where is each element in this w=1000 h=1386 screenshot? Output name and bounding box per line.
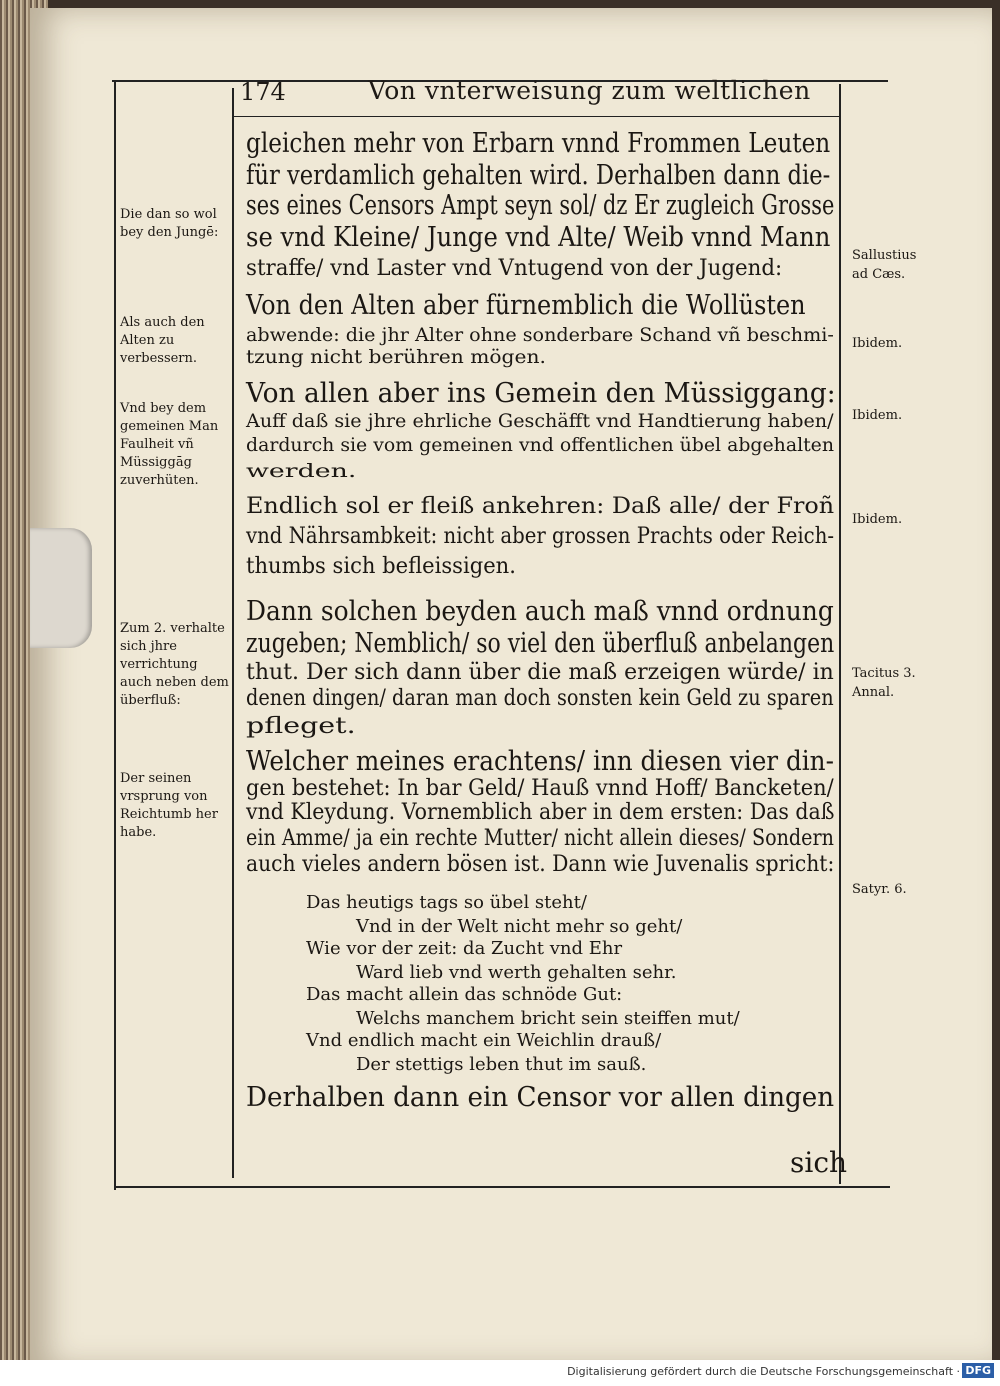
body-line: Von allen aber ins Gemein den Müssiggang: (246, 378, 836, 409)
body-line: Endlich sol er fleiß ankehren: Daß alle/ der Froñ (246, 494, 835, 519)
verse-line: Das macht allein das schnöde Gut: (306, 984, 623, 1005)
catchword: sich (790, 1146, 848, 1179)
body-line: dardurch sie vom gemeinen vnd offentlichen übel abgehalten (246, 434, 835, 456)
body-line: zugeben; Nemblich/ so viel den überfluß anbelangen (246, 628, 835, 659)
frame-inner-right-line (839, 84, 841, 1184)
body-line: vnd Nährsambkeit: nicht aber grossen Prachts oder Reich- (246, 524, 835, 549)
left-margin-note: Die dan so wol bey den Jungē: (120, 207, 219, 240)
header-rule (233, 116, 839, 117)
right-margin-note: Tacitus 3. Annal. (852, 666, 916, 700)
body-line: Dann solchen beyden auch maß vnnd ordnung (246, 596, 834, 627)
verse-line: Der stettigs leben thut im sauß. (356, 1054, 647, 1075)
body-line: vnd Kleydung. Vornemblich aber in dem ersten: Das daß (246, 800, 835, 825)
left-margin-note: Zum 2. verhalte sich jhre verrichtung auch neben dem überfluß: (120, 621, 229, 708)
body-line: denen dingen/ daran man doch sonsten kein Geld zu sparen (246, 686, 834, 711)
body-line: gen bestehet: In bar Geld/ Hauß vnnd Hoff/ Bancketen/ (246, 776, 834, 801)
body-line: pfleget. (246, 714, 356, 739)
body-line: gleichen mehr von Erbarn vnnd Frommen Leuten (246, 128, 831, 159)
body-line: Auff daß sie jhre ehrliche Geschäfft vnd Handtierung haben/ (246, 410, 834, 432)
body-line: ses eines Censors Ampt seyn sol/ dz Er zugleich Grosse (246, 190, 835, 221)
verse-line: Vnd endlich macht ein Weichlin drauß/ (306, 1030, 662, 1051)
verse-line: Vnd in der Welt nicht mehr so geht/ (356, 916, 683, 937)
dfg-logo: DFG (962, 1363, 994, 1378)
left-margin-note: Vnd bey dem gemeinen Man Faulheit vñ Müssiggāg zuverhüten. (120, 401, 219, 488)
running-title: Von vnterweisung zum weltlichen (368, 76, 811, 105)
page-number: 174 (240, 78, 286, 106)
body-line-last: Derhalben dann ein Censor vor allen dingen (246, 1082, 835, 1113)
body-line: Von den Alten aber fürnemblich die Wollüsten (246, 290, 806, 321)
body-line: tzung nicht berühren mögen. (246, 346, 546, 368)
body-line: für verdamlich gehalten wird. Derhalben dann die- (246, 160, 831, 191)
body-line: Welcher meines erachtens/ inn diesen vier din- (246, 746, 834, 777)
frame-left-line (114, 80, 116, 1190)
frame-inner-left-line (232, 88, 234, 1178)
body-line: thut. Der sich dann über die maß erzeigen würde/ in (246, 660, 834, 685)
body-line: auch vieles andern bösen ist. Dann wie Juvenalis spricht: (246, 852, 835, 877)
funding-credit: Digitalisierung gefördert durch die Deutsche Forschungsgemeinschaft · (567, 1365, 960, 1378)
frame-bottom-line (114, 1186, 890, 1188)
page-header (240, 72, 840, 112)
verse-line: Ward lieb vnd werth gehalten sehr. (356, 962, 677, 983)
right-margin-note: Ibidem. (852, 512, 903, 527)
body-line: abwende: die jhr Alter ohne sonderbare Schand vñ beschmi- (246, 324, 834, 346)
body-line: werden. (246, 460, 357, 482)
right-margin-note: Sallustius ad Cæs. (852, 248, 917, 282)
verse-line: Welchs manchem bricht sein steiffen mut/ (356, 1008, 740, 1029)
verse-line: Das heutigs tags so übel steht/ (306, 892, 587, 913)
right-margin-note: Satyr. 6. (852, 882, 907, 897)
body-line: straffe/ vnd Laster vnd Vntugend von der Jugend: (246, 256, 783, 281)
left-margin-note: Der seinen vrsprung von Reichtumb her habe. (120, 771, 218, 840)
body-line: se vnd Kleine/ Junge vnd Alte/ Weib vnnd Mann (246, 222, 831, 253)
right-margin-note: Ibidem. (852, 408, 903, 423)
verse-line: Wie vor der zeit: da Zucht vnd Ehr (306, 938, 623, 959)
footer-bar (0, 1360, 1000, 1386)
left-margin-note: Als auch den Alten zu verbessern. (120, 315, 205, 366)
page-clip (30, 528, 92, 648)
right-margin-note: Ibidem. (852, 336, 903, 351)
body-line: thumbs sich befleissigen. (246, 554, 516, 579)
body-line: ein Amme/ ja ein rechte Mutter/ nicht allein dieses/ Sondern (246, 826, 834, 851)
